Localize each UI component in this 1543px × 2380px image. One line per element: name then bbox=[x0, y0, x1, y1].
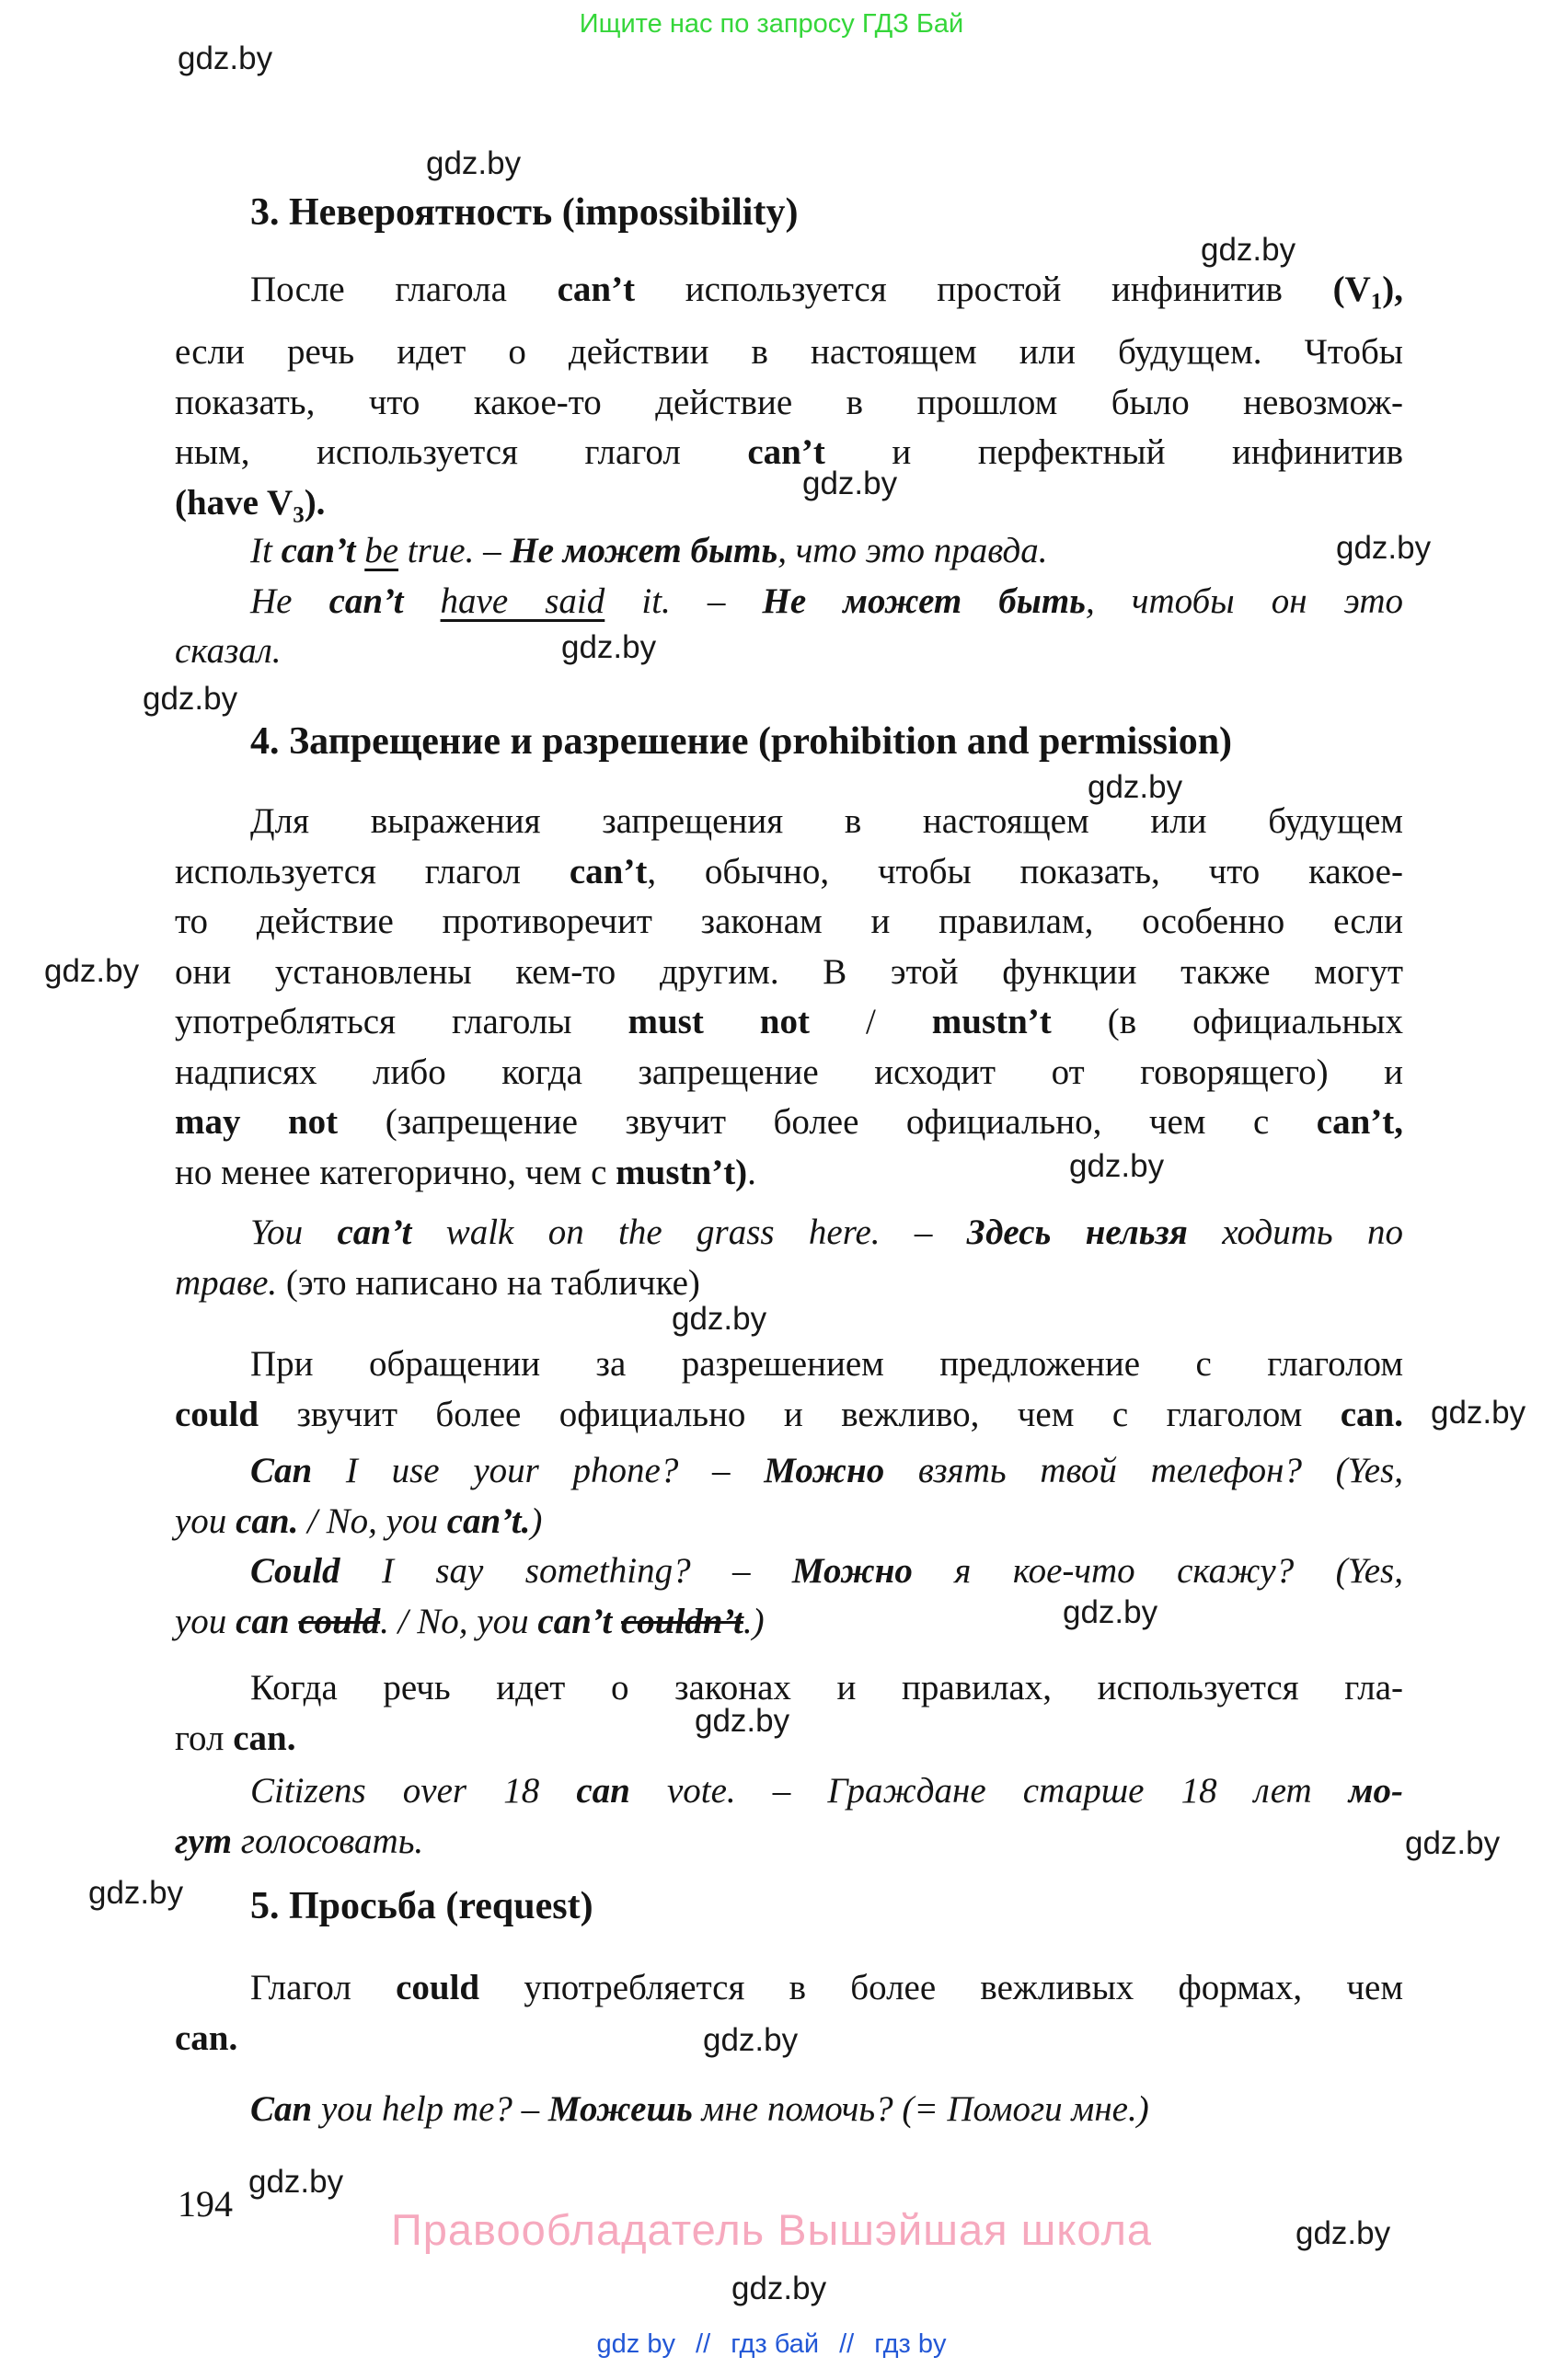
watermark-gdzby: gdz.by bbox=[178, 40, 273, 76]
copyright-notice: Правообладатель Вышэйшая школа bbox=[390, 2205, 1153, 2254]
example-can-i-use-your-phone: Can I use your phone? – Можно взять твой телефон? (Yes, you can. / No, you can’t.) bbox=[175, 1451, 1403, 1541]
footer-link-separator: // bbox=[696, 2329, 711, 2359]
watermark-gdzby: gdz.by bbox=[695, 1703, 790, 1739]
watermark-gdzby: gdz.by bbox=[1405, 1825, 1501, 1861]
watermark-gdzby: gdz.by bbox=[561, 629, 657, 665]
paragraph-laws-can: Когда речь идет о законах и правилах, используется гла- гол can. bbox=[175, 1668, 1403, 1758]
footer-link-gdz-by[interactable]: gdz by bbox=[596, 2329, 675, 2359]
watermark-gdzby: gdz.by bbox=[1336, 530, 1432, 566]
example-cant-be-true: It can’t be true. – Не может быть, что это правда. He can’t have said it. – Не может быть, чтобы он это сказал. bbox=[175, 531, 1403, 671]
example-walk-on-grass: You can’t walk on the grass here. – Здесь нельзя ходить по траве. (это написано на табличке) bbox=[175, 1213, 1403, 1303]
watermark-gdzby: gdz.by bbox=[88, 1875, 184, 1911]
watermark-gdzby: gdz.by bbox=[672, 1301, 767, 1337]
example-could-i-say-something: Could I say something? – Можно я кое-что скажу? (Yes, you can could. / No, you can’t couldn’t.) bbox=[175, 1551, 1403, 1641]
footer-link-separator: // bbox=[839, 2329, 855, 2359]
watermark-gdzby: gdz.by bbox=[1069, 1148, 1165, 1184]
example-citizens-vote: Citizens over 18 can vote. – Граждане старше 18 лет мо- гут голосовать. bbox=[175, 1771, 1403, 1861]
watermark-gdzby: gdz.by bbox=[1431, 1395, 1526, 1431]
watermark-gdzby: gdz.by bbox=[1088, 769, 1183, 805]
heading-impossibility: 3. Невероятность (impossibility) bbox=[250, 191, 799, 234]
watermark-gdzby: gdz.by bbox=[731, 2271, 827, 2306]
footer-links bbox=[0, 2329, 1543, 2360]
heading-request: 5. Просьба (request) bbox=[250, 1885, 593, 1927]
footer-link-gdz-by2[interactable]: гдз by bbox=[874, 2329, 947, 2359]
promo-banner: Ищите нас по запросу ГДЗ Бай bbox=[579, 9, 964, 39]
watermark-gdzby: gdz.by bbox=[44, 953, 140, 989]
watermark-gdzby: gdz.by bbox=[1295, 2215, 1391, 2251]
paragraph-request-could: Глагол could употребляется в более вежливых формах, чем can. bbox=[175, 1968, 1404, 2058]
watermark-gdzby: gdz.by bbox=[426, 145, 522, 181]
paragraph-permission-could: При обращении за разрешением предложение с глаголом could звучит более официально и вежливо, чем с глаголом can. bbox=[175, 1344, 1403, 1434]
watermark-gdzby: gdz.by bbox=[802, 466, 898, 501]
watermark-gdzby: gdz.by bbox=[1201, 232, 1296, 268]
page-number: 194 bbox=[178, 2183, 233, 2225]
paragraph-impossibility: После глагола can’t используется простой инфинитив $(V_1)$, если речь идет о действии в настоящем или будущем. Чтобы показать, что какое-то действие в прошлом было невозмож- ным, используется глагол can’t и перфектный инфинитив (have $V_3$). bbox=[175, 270, 1404, 528]
footer-link-gdz-bai[interactable]: гдз бай bbox=[731, 2329, 820, 2359]
example-can-you-help-me: Can you help me? – Можешь мне помочь? (= Помоги мне.) bbox=[250, 2089, 1149, 2129]
paragraph-prohibition: Для выражения запрещения в настоящем или будущем используется глагол can’t, обычно, чтобы показать, что какое- то действие противоречит законам и правилам, особенно если они установлены кем-то другим. В этой функции также могут употребляться глаголы must not / mustn’t (в официальных надписях либо когда запрещение исходит от говорящего) и may not (запрещение звучит более официально, чем с can’t, но менее категорично, чем с mustn’t). bbox=[175, 801, 1403, 1192]
watermark-gdzby: gdz.by bbox=[248, 2164, 344, 2200]
watermark-gdzby: gdz.by bbox=[703, 2022, 799, 2058]
heading-prohibition-permission: 4. Запрещение и разрешение (prohibition and permission) bbox=[250, 720, 1233, 763]
watermark-gdzby: gdz.by bbox=[143, 681, 238, 717]
watermark-gdzby: gdz.by bbox=[1063, 1594, 1158, 1630]
